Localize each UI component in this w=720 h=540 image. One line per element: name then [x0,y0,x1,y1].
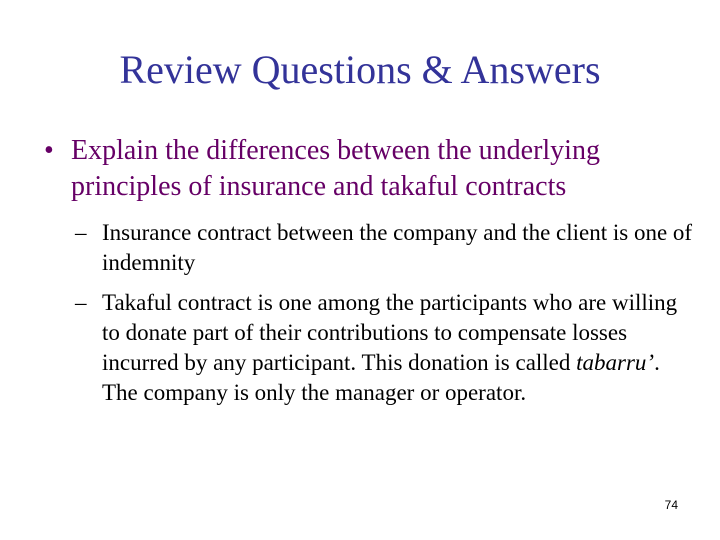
takaful-text-end: . The company is only the manager or operator. [102,350,660,405]
sub-bullet-text: Insurance contract between the company and the client is one of indemnity [102,220,693,275]
sub-bullet-text [102,288,695,408]
tabarru-term: tabarru’ [576,350,655,375]
main-bullet-text: Explain the differences between the underlying principles of insurance and takaful contracts [71,135,600,202]
page-number: 74 [664,498,678,512]
sub-bullet-insurance [75,218,695,278]
sub-bullet-takaful [75,288,695,408]
slide-title: Review Questions & Answers [119,47,601,92]
takaful-text-start: Takaful contract is one among the participants who are willing to donate part of their contributions to compensate losses incurred by any participant. This donation is called [102,290,678,375]
dash-marker: – [75,220,87,245]
main-bullet [44,133,694,205]
bullet-marker: • [44,135,54,166]
dash-marker: – [75,290,87,315]
